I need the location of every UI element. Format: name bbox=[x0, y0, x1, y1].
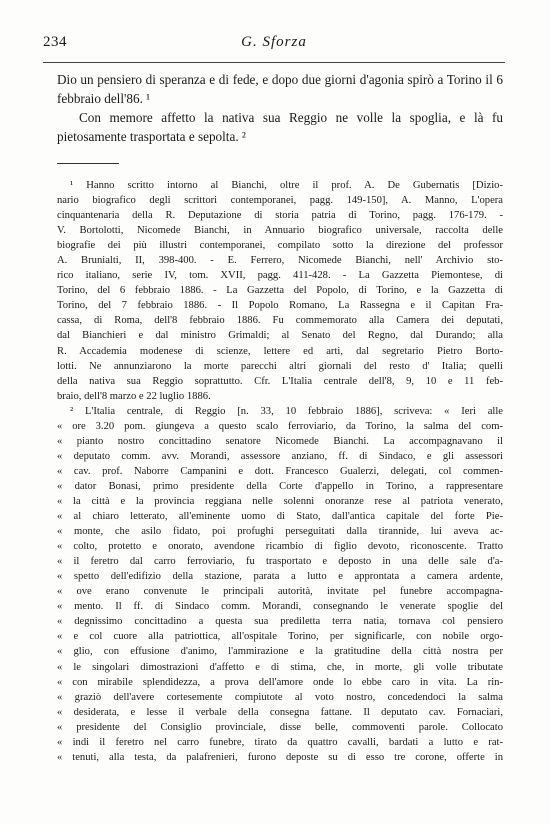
main-text bbox=[57, 70, 503, 146]
footnote-line: « le singolari dimostrazioni d'affetto e di stima, che, in morte, gli volle tributate bbox=[57, 661, 503, 673]
footnote-line: « al chiaro letterato, all'eminente uomo di Stato, dall'antica capitale del forte Pie- bbox=[57, 511, 503, 523]
footnote-line: « cav. prof. Naborre Campanini e dott. Francesco Gualerzi, delegati, col commen- bbox=[57, 465, 503, 477]
footnote-line: « ore 3.20 pom. giungeva a questo scalo ferroviario, da Torino, la salma del com- bbox=[57, 420, 503, 432]
footnote-line: « glio, con effusione d'animo, l'ammirazione e la gratitudine della città nostra per bbox=[57, 646, 503, 658]
footnote-line: « spetto dell'edifizio della stazione, parata a lutto e approntata a camera ardente, bbox=[57, 571, 503, 583]
footnote-line: « con mirabile splendidezza, a prova dell'amore onde lo ebbe caro in vita. La rin- bbox=[57, 676, 503, 688]
footnote-line: ² L'Italia centrale, di Reggio [n. 33, 10 febbraio 1886], scriveva: « Ieri alle bbox=[70, 405, 503, 417]
footnote-line: « deputato comm. avv. Morandi, assessore anziano, ff. di Sindaco, e gli assessori bbox=[57, 450, 503, 462]
footnote-line: « pianto nostro concittadino senatore Nicomede Bianchi. La accompagnavano il bbox=[57, 435, 503, 447]
footnote-line: Torino, del 6 febbraio 1886. - La Gazzetta del Popolo, di Torino, e la Gazzetta di bbox=[57, 285, 503, 297]
page-header bbox=[43, 34, 505, 54]
footnote-line: R. Accademia modenese di scienze, lettere ed arti, dal segretario Pietro Borto- bbox=[57, 345, 503, 357]
paragraph: Dio un pensiero di speranza e di fede, e dopo due giorni d'agonia spirò a Torino il 6 febbraio dell'86. ¹ bbox=[57, 72, 503, 106]
footnotes bbox=[57, 178, 503, 765]
footnote-line: « e col cuore alla patriottica, all'ospitale Torino, per significarle, con nobile orgo- bbox=[57, 631, 503, 643]
header-rule bbox=[43, 62, 505, 63]
footnote-line: « tenuti, alla testa, da palafrenieri, furono deposte su di esso tre corone, offerte in bbox=[57, 751, 503, 763]
footnote-line: ¹ Hanno scritto intorno al Bianchi, oltre il prof. A. De Gubernatis [Dizio- bbox=[70, 180, 503, 191]
footnote-separator bbox=[57, 163, 119, 164]
footnote-line: biografie dei più illustri contemporanei, compilato sotto la direzione del professor bbox=[57, 240, 503, 252]
footnote-line: A. Brunialti, II, 398-400. - E. Ferrero, Nicomede Bianchi, nell' Archivio sto- bbox=[57, 255, 503, 267]
footnote-line: cinquantenaria della R. Deputazione di storia patria di Torino, pagg. 176-179. - bbox=[57, 210, 503, 222]
footnote-line: « monte, che asilo fidato, poi profughi perseguitati dalla tirannide, lui aveva ac- bbox=[57, 526, 503, 538]
footnote-2 bbox=[57, 404, 503, 765]
footnote-line: « indi il feretro nel carro funebre, tirato da quattro cavalli, bardati a lutto e rat- bbox=[57, 736, 503, 748]
footnote-line: « presidente del Consiglio provinciale, disse belle, commoventi parole. Collocato bbox=[57, 721, 503, 733]
footnote-line: « colto, protetto e onorato, avendone ricambio di figlio devoto, riconoscente. Tratto bbox=[57, 541, 503, 553]
footnote-line: « dator Bonasi, primo presidente della Corte d'appello in Torino, a rappresentare bbox=[57, 480, 503, 492]
footnote-line: « il feretro dal carro ferroviario, fu trasportato e deposto in una delle sale d'a- bbox=[57, 556, 503, 568]
running-title: G. Sforza bbox=[241, 34, 307, 50]
footnote-line: Torino, del 7 febbraio 1886. - Il Popolo Romano, La Rassegna e il Capitan Fra- bbox=[57, 300, 503, 312]
footnote-line: « graziò dell'avere cortesemente compiutote al voto nostro, concedendoci la salma bbox=[57, 691, 503, 703]
footnote-line: lotti. Ne annunziarono la morte parecchi altri giornali del resto d' Italia; quelli bbox=[57, 360, 503, 372]
paragraph: Con memore affetto la nativa sua Reggio ne volle la spoglia, e là fu pietosamente trasportata e sepolta. ² bbox=[57, 110, 503, 144]
footnote-line: cassa, di Roma, dell'8 febbraio 1886. Fu commemorato alla Camera dei deputati, bbox=[57, 315, 503, 327]
footnote-line: braio, dell'8 marzo e 22 luglio 1886. bbox=[57, 390, 211, 402]
page-number: 234 bbox=[43, 34, 67, 50]
footnote-line: « ove erano convenute le principali autorità, invitate pel funebre accompagna- bbox=[57, 586, 503, 598]
footnote-1 bbox=[57, 178, 503, 404]
footnote-line: « desiderata, e lesse il verbale della consegna fattane. Il deputato cav. Fornaciari, bbox=[57, 706, 503, 718]
footnote-line: della nativa sua Reggio soprattutto. Cfr. L'Italia centrale dell'8, 9, 10 e 11 feb- bbox=[57, 375, 503, 387]
footnote-line: « la città e la provincia reggiana nelle solenni onoranze rese al patriota venerato, bbox=[57, 495, 503, 507]
footnote-line: rico italiano, serie IV, tom. XVII, pagg. 411-428. - La Gazzetta Piemontese, di bbox=[57, 270, 503, 282]
footnote-line: V. Bortolotti, Nicomede Bianchi, in Annuario biografico universale, raccolta delle bbox=[57, 225, 503, 237]
footnote-line: « degnissimo concittadino a questa sua prediletta terra natia, tornava col pensiero bbox=[57, 616, 503, 628]
footnote-line: nario biografico degli scrittori contemporanei, pagg. 149-150], A. Manno, L'opera bbox=[57, 195, 503, 207]
footnote-line: « mento. Il ff. di Sindaco comm. Morandi, consegnando le venerate spoglie del bbox=[57, 601, 503, 613]
footnote-line: dal Bianchieri e dal ministro Grimaldi; al Senato del Regno, dal Durando; alla bbox=[57, 330, 503, 342]
